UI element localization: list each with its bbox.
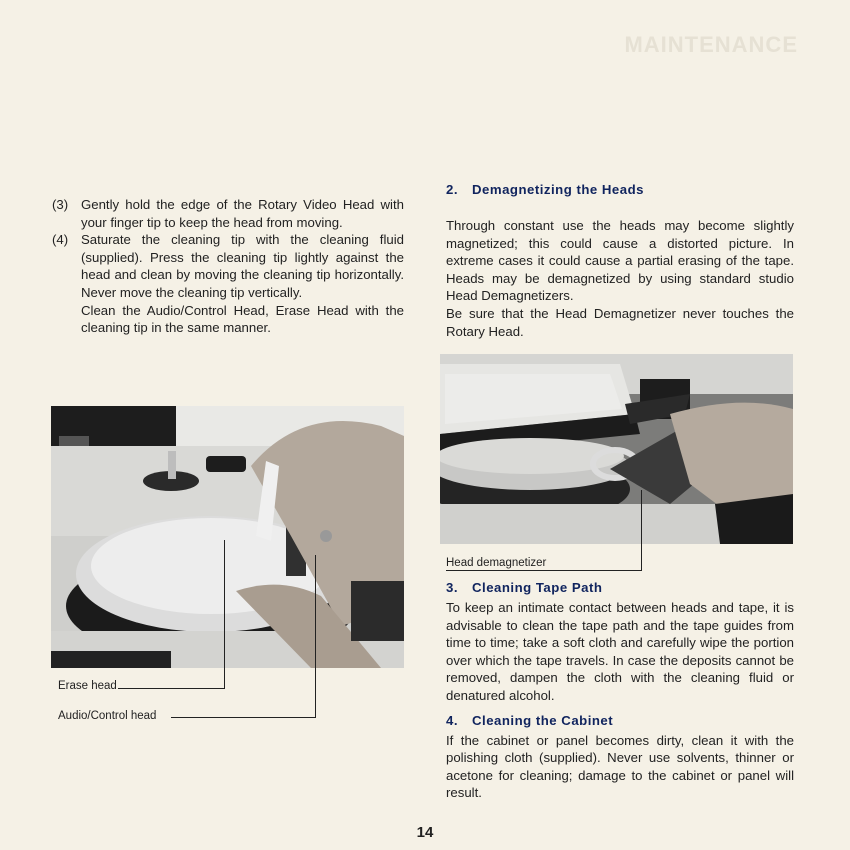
- head-cleaning-photo: [51, 406, 404, 668]
- section-number: 3.: [446, 580, 458, 595]
- erase-head-label: Erase head: [58, 680, 117, 692]
- section-heading: [446, 182, 794, 197]
- section-title: Cleaning the Cabinet: [472, 712, 614, 728]
- section-heading: [446, 713, 794, 728]
- section-number: 4.: [446, 712, 458, 728]
- step-item: [52, 196, 404, 231]
- demagnetizer-leader: [641, 490, 642, 571]
- step-item: [52, 231, 404, 301]
- section-body: Be sure that the Head Demagnetizer never touches the Rotary Head.: [446, 305, 794, 339]
- section-body: If the cabinet or panel becomes dirty, clean it with the polishing cloth (supplied). Never use solvents, thinner or acetone for cleaning; damage to the cabinet or panel will result.: [446, 732, 794, 801]
- demagnetizer-photo: [440, 354, 793, 544]
- section-title: Demagnetizing the Heads: [472, 182, 644, 197]
- step-number: (3): [52, 197, 69, 212]
- audio-control-head-label: Audio/Control head: [58, 710, 157, 722]
- show-through-title: MAINTENANCE: [624, 32, 798, 57]
- erase-head-leader: [224, 540, 225, 689]
- right-column-bottom: [446, 580, 794, 802]
- section-heading: [446, 580, 794, 595]
- section-title: Cleaning Tape Path: [472, 580, 603, 595]
- audio-control-head-leader: [315, 555, 316, 718]
- step-text: Saturate the cleaning tip with the cleaning fluid (supplied). Press the cleaning tip lightly against the head and clean by moving the cleaning tip horizontally. Never move the cleaning tip vertically.: [81, 232, 404, 300]
- section-number: 2.: [446, 182, 458, 197]
- left-column: [52, 196, 404, 337]
- section-body: Through constant use the heads may become slightly magnetized; this could cause a distorted picture. In extreme cases it could cause a partial erasing of the tape. Heads may be demagnetized by using standard studio Head Demagnetizers.: [446, 218, 794, 304]
- head-demagnetizer-label: Head demagnetizer: [446, 557, 547, 569]
- step-number: (4): [52, 232, 69, 248]
- erase-head-leader: [118, 688, 224, 689]
- section-body: To keep an intimate contact between heads and tape, it is advisable to clean the tape path and the tape guides from time to time; take a soft cloth and carefully wipe the portion over which the tape travels. In case the deposits cannot be removed, dampen the cloth with the cleaning fluid or denatured alcohol.: [446, 600, 794, 703]
- page-number: 14: [416, 824, 434, 841]
- audio-control-head-leader: [171, 717, 315, 718]
- step-text: Gently hold the edge of the Rotary Video Head with your finger tip to keep the head from moving.: [81, 197, 404, 230]
- right-column-top: [446, 182, 794, 340]
- step-followup-text: Clean the Audio/Control Head, Erase Head with the cleaning tip in the same manner.: [81, 302, 404, 336]
- demagnetizer-leader: [446, 570, 642, 571]
